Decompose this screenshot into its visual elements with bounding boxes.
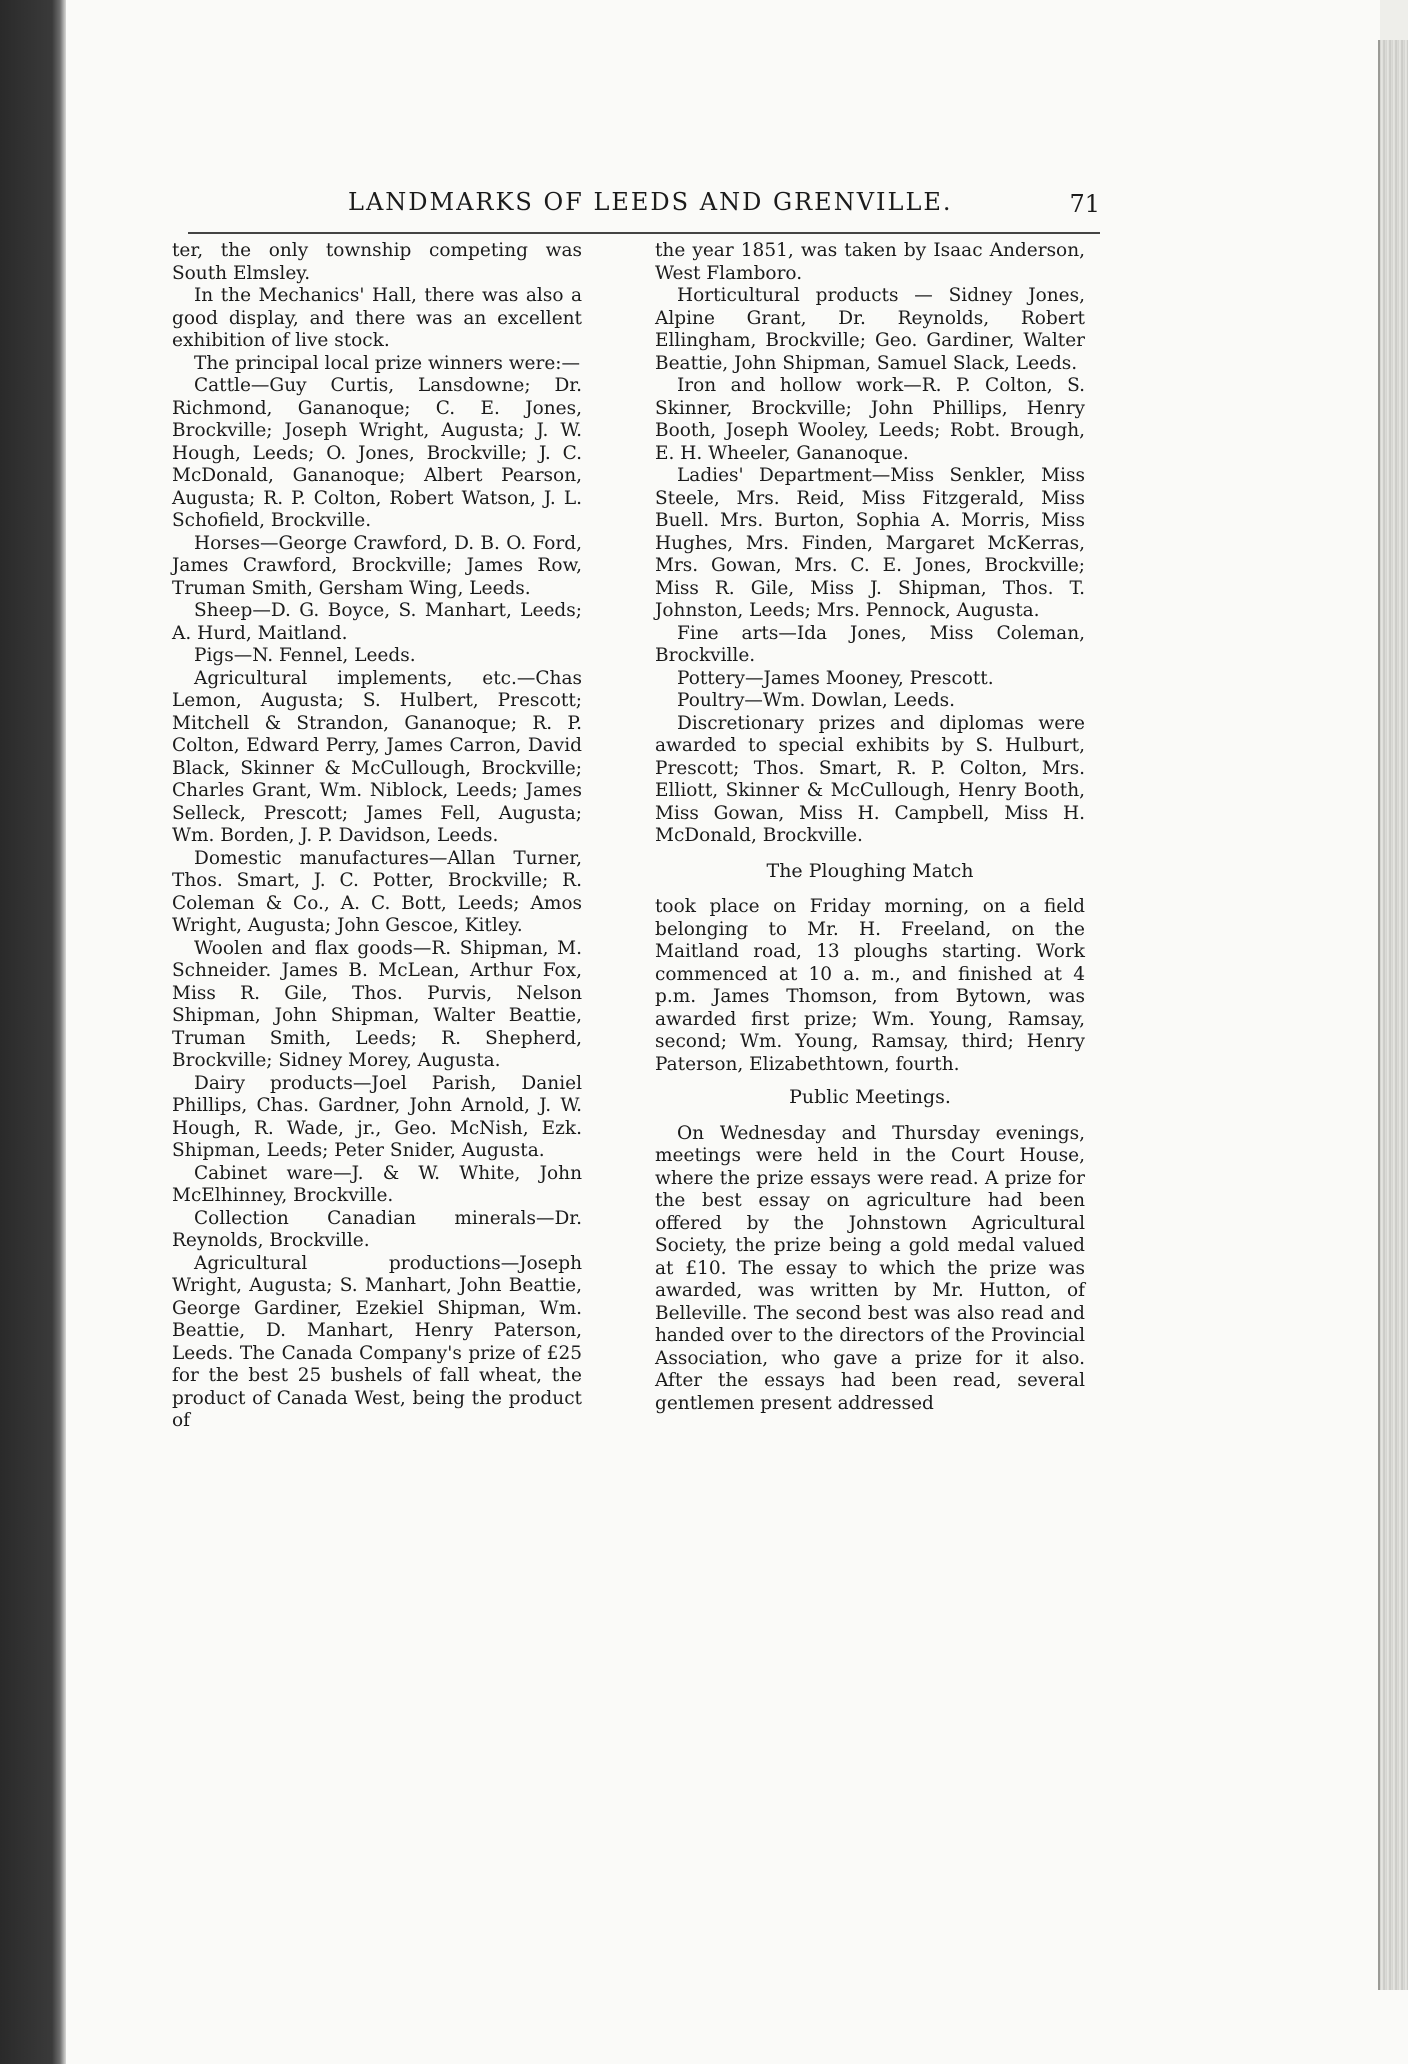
header-rule <box>188 232 1100 234</box>
paragraph: ter, the only township competing was South Elmsley. <box>172 240 582 284</box>
page-edge-top <box>1380 0 1408 40</box>
left-column <box>172 240 582 1433</box>
running-header <box>188 180 1100 230</box>
paragraph: Fine arts—Ida Jones, Miss Coleman, Brockville. <box>655 622 1085 666</box>
paragraph: Cattle—Guy Curtis, Lansdowne; Dr. Richmond, Gananoque; C. E. Jones, Brockville; Joseph Wright, Augusta; J. W. Hough, Leeds; O. Jones, Brockville; J. C. McDonald, Gananoque; Albert Pearson, Augusta; R. P. Colton, Robert Watson, J. L. Schofield, Brockville. <box>172 375 582 531</box>
paragraph: Domestic manufactures—Allan Turner, Thos. Smart, J. C. Potter, Brockville; R. Coleman & Co., A. C. Bott, Leeds; Amos Wright, Augusta; John Gescoe, Kitley. <box>172 847 582 936</box>
paragraph: Pottery—James Mooney, Prescott. <box>677 667 994 689</box>
running-title: LANDMARKS OF LEEDS AND GRENVILLE. <box>348 188 953 216</box>
paragraph: Collection Canadian minerals—Dr. Reynolds, Brockville. <box>172 1207 582 1251</box>
paragraph: the year 1851, was taken by Isaac Anderson, West Flamboro. <box>655 240 1085 284</box>
book-page-edges <box>1378 40 1408 1990</box>
page-number: 71 <box>1069 190 1100 218</box>
paragraph: Ladies' Department—Miss Senkler, Miss Steele, Mrs. Reid, Miss Fitzgerald, Miss Buell. Mrs. Burton, Sophia A. Morris, Miss Hughes, Mrs. Finden, Margaret McKerras, Mrs. Gowan, Mrs. C. E. Jones, Brockville; Miss R. Gile, Miss J. Shipman, Thos. T. Johnston, Leeds; Mrs. Pennock, Augusta. <box>655 465 1085 621</box>
section-heading-public-meetings: Public Meetings. <box>789 1086 951 1108</box>
paragraph: took place on Friday morning, on a field belonging to Mr. H. Freeland, on the Maitland road, 13 ploughs starting. Work commenced at 10 a. m., and finished at 4 p.m. James Thomson, from Bytown, was awarded first prize; Wm. Young, Ramsay, second; Wm. Young, Ramsay, third; Henry Paterson, Elizabethtown, fourth. <box>655 896 1085 1075</box>
paragraph: Horses—George Crawford, D. B. O. Ford, James Crawford, Brockville; James Row, Truman Smith, Gersham Wing, Leeds. <box>172 532 582 599</box>
paragraph: Agricultural implements, etc.—Chas Lemon, Augusta; S. Hulbert, Prescott; Mitchell & Strandon, Gananoque; R. P. Colton, Edward Perry, James Carron, David Black, Skinner & McCullough, Brockville; Charles Grant, Wm. Niblock, Leeds; James Selleck, Prescott; James Fell, Augusta; Wm. Borden, J. P. Davidson, Leeds. <box>172 667 582 846</box>
paragraph: Agricultural productions—Joseph Wright, Augusta; S. Manhart, John Beattie, George Gardiner, Ezekiel Shipman, Wm. Beattie, D. Manhart, Henry Paterson, Leeds. The Canada Company's prize of £25 for the best 25 bushels of fall wheat, the product of Canada West, being the product of <box>172 1252 582 1431</box>
paragraph: Poultry—Wm. Dowlan, Leeds. <box>677 690 956 711</box>
book-binding-shadow <box>0 0 66 2064</box>
paragraph: Cabinet ware—J. & W. White, John McElhinney, Brockville. <box>172 1162 582 1206</box>
paragraph: Sheep—D. G. Boyce, S. Manhart, Leeds; A. Hurd, Maitland. <box>172 600 582 644</box>
paragraph: The principal local prize winners were:— <box>194 352 581 374</box>
paragraph: Discretionary prizes and diplomas were awarded to special exhibits by S. Hulburt, Prescott; Thos. Smart, R. P. Colton, Mrs. Elliott, Skinner & McCullough, Henry Booth, Miss Gowan, Miss H. Campbell, Miss H. McDonald, Brockville. <box>655 712 1085 846</box>
section-heading-ploughing-match: The Ploughing Match <box>766 859 974 882</box>
paragraph: On Wednesday and Thursday evenings, meetings were held in the Court House, where the prize essays were read. A prize for the best essay on agriculture had been offered by the Johnstown Agricultural Society, the prize being a gold medal valued at £10. The essay to which the prize was awarded, was written by Mr. Hutton, of Belleville. The second best was also read and handed over to the directors of the Provincial Association, who gave a prize for it also. After the essays had been read, several gentlemen present addressed <box>655 1122 1085 1414</box>
paragraph: In the Mechanics' Hall, there was also a good display, and there was an excellent exhibition of live stock. <box>172 285 582 351</box>
right-column <box>655 240 1085 1415</box>
paragraph: Dairy products—Joel Parish, Daniel Phillips, Chas. Gardner, John Arnold, J. W. Hough, R. Wade, jr., Geo. McNish, Ezk. Shipman, Leeds; Peter Snider, Augusta. <box>172 1072 582 1161</box>
paragraph: Iron and hollow work—R. P. Colton, S. Skinner, Brockville; John Phillips, Henry Booth, Joseph Wooley, Leeds; Robt. Brough, E. H. Wheeler, Gananoque. <box>655 375 1085 464</box>
paragraph: Horticultural products — Sidney Jones, Alpine Grant, Dr. Reynolds, Robert Ellingham, Brockville; Geo. Gardiner, Walter Beattie, John Shipman, Samuel Slack, Leeds. <box>655 285 1085 374</box>
paragraph: Woolen and flax goods—R. Shipman, M. Schneider. James B. McLean, Arthur Fox, Miss R. Gile, Thos. Purvis, Nelson Shipman, John Shipman, Walter Beattie, Truman Smith, Leeds; R. Shepherd, Brockville; Sidney Morey, Augusta. <box>172 937 582 1071</box>
paragraph: Pigs—N. Fennel, Leeds. <box>194 645 416 666</box>
